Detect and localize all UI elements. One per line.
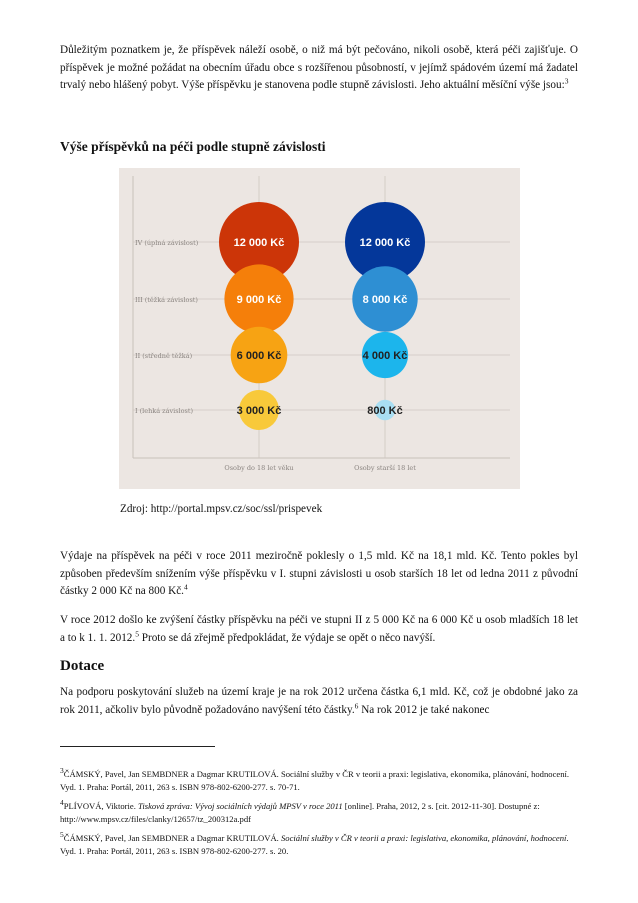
footnote-4-number: 4 [60,798,64,808]
bubble-value-label: 6 000 Kč [236,350,282,362]
y-tick-label: III (těžká závislost) [135,296,198,304]
bubble-value-label: 3 000 Kč [236,405,282,417]
footnote-3-text: ČÁMSKÝ, Pavel, Jan SEMBDNER a Dagmar KRUTILOVÁ. Sociální služby v ČR v teorii a praxi: legislativa, ekonomika, plánování, hodnocení. Vyd. 1. Praha: Portál, 2011, 263 s. ISBN 978-802-6200-277. s. 70-71. [60,769,570,792]
footnote-4-text-a: PLÍVOVÁ, Viktorie. [63,801,139,811]
chart-source: Zdroj: http://portal.mpsv.cz/soc/ssl/prispevek [120,503,323,515]
bubble-value-label: 12 000 Kč [359,237,411,249]
paragraph-2 [60,548,578,601]
bubble-value-label: 800 Kč [367,405,403,417]
bubble-value-label: 9 000 Kč [236,294,282,306]
footnote-4-text-b: [online]. Praha, 2012, 2 s. [cit. 2012-11-30]. Dostupné z: http://www.mpsv.cz/files/clanky/12657/tz_200312a.pdf [60,801,540,824]
footnote-ref-5: 5 [135,628,139,638]
bubble-value-label: 4 000 Kč [362,350,408,362]
footnote-ref-6: 6 [354,700,359,710]
y-tick-label: I (lehká závislost) [135,407,194,415]
paragraph-3-text-a: V roce 2012 došlo ke zvýšení částky příspěvku na péči ve stupni II z 5 000 Kč na 6 000 Kč u osob mladších 18 let a to k 1. 1. 2012. [60,614,578,644]
paragraph-4-text-b: Na rok 2012 je také nakonec [358,703,490,716]
x-tick-label: Osoby do 18 let věku [224,464,294,472]
footnote-5-number: 5 [60,830,64,840]
footnote-ref-3: 3 [564,76,569,86]
section-heading: Výše příspěvků na péči podle stupně závislosti [60,139,326,154]
footnote-5-text-a: ČÁMSKÝ, Pavel, Jan SEMBDNER a Dagmar KRUTILOVÁ. [63,833,281,843]
footnote-separator [60,746,215,747]
footnote-3 [60,768,580,794]
footnote-ref-4: 4 [183,582,188,592]
footnote-5-title: Sociální služby v ČR v teorii a praxi: legislativa, ekonomika, plánování, hodnocení [280,833,567,843]
bubble-chart [119,168,520,489]
chart-background [119,168,520,489]
section2-heading: Dotace [60,658,105,674]
footnote-3-number: 3 [60,766,64,776]
paragraph-2-text: Výdaje na příspěvek na péči v roce 2011 meziročně poklesly o 1,5 mld. Kč na 18,1 mld. Kč. Tento pokles byl způsoben především snížením výše příspěvku v I. stupni závislosti u osob starších 18 let od ledna 2011 z původní částky 2 000 Kč na 800 Kč. [60,550,578,597]
paragraph-4 [60,684,578,719]
x-tick-label: Osoby starší 18 let [354,464,416,472]
intro-paragraph [60,42,578,95]
bubble-value-label: 8 000 Kč [362,294,408,306]
footnote-5-text-b: . Vyd. 1. Praha: Portál, 2011, 263 s. ISBN 978-802-6200-277. s. 20. [60,833,569,856]
footnote-4 [60,800,580,826]
paragraph-4-text-a: Na podporu poskytování služeb na území kraje je na rok 2012 určena částka 6,1 mld. Kč, což je obdobné jako za rok 2011, ačkoliv bylo původně požadováno navýšení této částky. [60,686,578,716]
intro-text: Důležitým poznatkem je, že příspěvek náleží osobě, o niž má být pečováno, nikoli osobě, která péči zajišťuje. O příspěvek je možné požádat na obecním úřadu obce s rozšířenou působností, v jejímž spádovém území má žadatel trvalý nebo hlášený pobyt. Výše příspěvku je stanovena podle stupně závislosti. Jeho aktuální měsíční výše jsou: [60,44,578,91]
y-tick-label: IV (úplná závislost) [135,239,199,247]
footnote-4-title: Tisková zpráva: Vývoj sociálních výdajů MPSV v roce 2011 [138,801,343,811]
bubble-value-label: 12 000 Kč [233,237,285,249]
footnote-5 [60,832,580,858]
paragraph-3-text-b: Proto se dá zřejmě předpokládat, že výdaje se opět o něco navýší. [138,631,436,644]
paragraph-3 [60,612,578,647]
y-tick-label: II (středně těžká) [135,352,193,360]
